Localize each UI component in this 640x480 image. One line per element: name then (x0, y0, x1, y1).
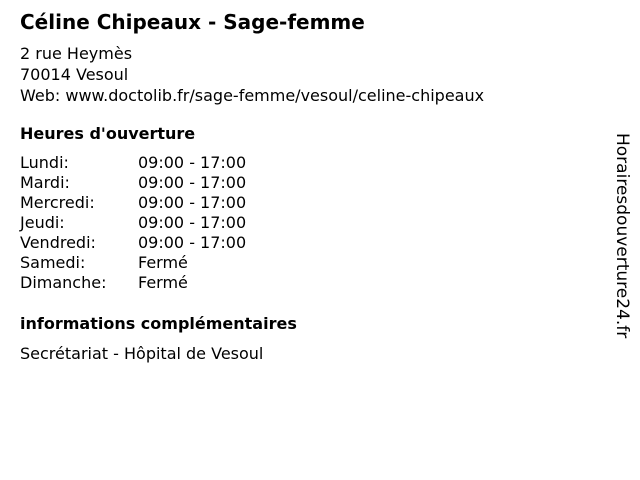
hours-row-friday (20, 233, 246, 253)
opening-hours-table (20, 153, 246, 293)
day-label: Lundi: (20, 153, 69, 172)
website: Web: www.doctolib.fr/sage-femme/vesoul/celine-chipeaux (20, 86, 485, 105)
time-value: 09:00 - 17:00 (138, 173, 247, 192)
page-title: Céline Chipeaux - Sage-femme (20, 10, 365, 34)
additional-info-text: Secrétariat - Hôpital de Vesoul (20, 344, 264, 363)
opening-hours-heading: Heures d'ouverture (20, 124, 196, 143)
day-label: Dimanche: (20, 273, 107, 292)
time-value: 09:00 - 17:00 (138, 153, 247, 172)
hours-row-saturday (20, 253, 246, 273)
time-value: 09:00 - 17:00 (138, 193, 247, 212)
site-watermark: Horairesdouverture24.fr (612, 133, 632, 339)
time-value: 09:00 - 17:00 (138, 213, 247, 232)
day-label: Samedi: (20, 253, 86, 272)
address-block (20, 43, 484, 106)
hours-row-thursday (20, 213, 246, 233)
street-address: 2 rue Heymès (20, 44, 133, 63)
time-value: 09:00 - 17:00 (138, 233, 247, 252)
hours-row-sunday (20, 273, 246, 293)
city: 70014 Vesoul (20, 65, 129, 84)
time-value: Fermé (138, 273, 188, 292)
time-value: Fermé (138, 253, 188, 272)
day-label: Vendredi: (20, 233, 96, 252)
hours-row-wednesday (20, 193, 246, 213)
day-label: Mercredi: (20, 193, 95, 212)
day-label: Mardi: (20, 173, 70, 192)
additional-info-heading: informations complémentaires (20, 314, 297, 333)
hours-row-tuesday (20, 173, 246, 193)
day-label: Jeudi: (20, 213, 65, 232)
hours-row-monday (20, 153, 246, 173)
